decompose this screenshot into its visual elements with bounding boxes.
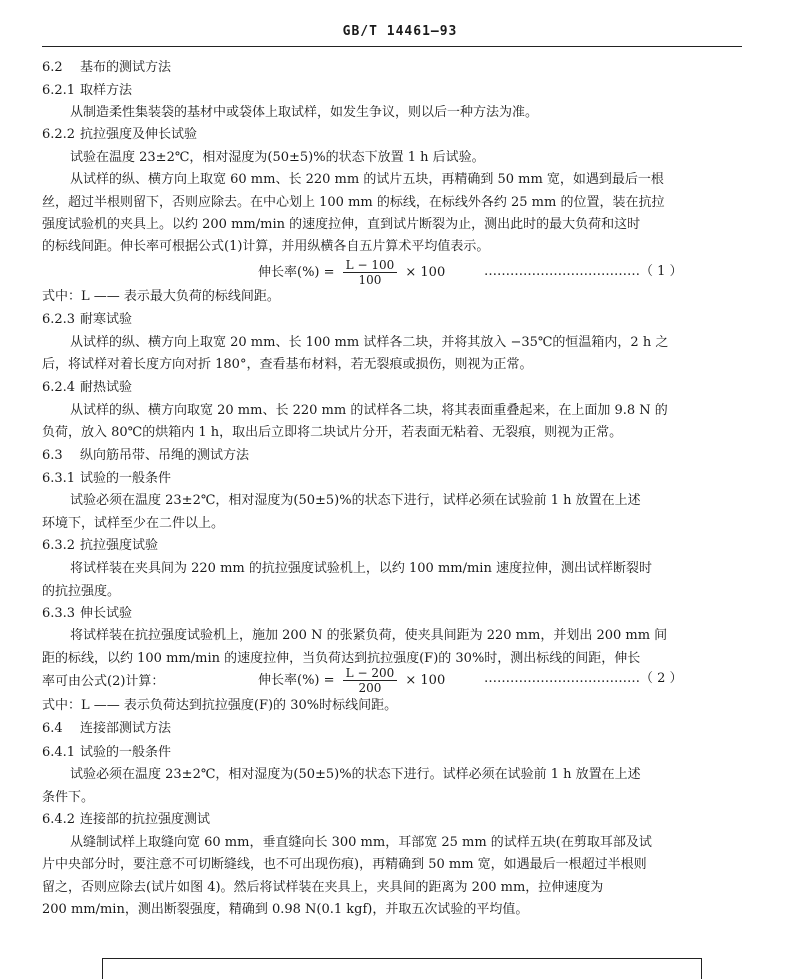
- section-heading-s63: [42, 448, 742, 464]
- text-line-p6a: 试验必须在温度 23±2℃，相对湿度为(50±5)%的状态下进行，试样必须在试验前 1 h 放置在上述: [70, 493, 641, 508]
- text-line-p8a: 将试样装在抗拉强度试验机上，施加 200 N 的张紧负荷，使夹具间距为 220 mm，并划出 200 mm 间: [70, 628, 668, 643]
- section-number: 6.3.3: [42, 606, 76, 621]
- section-number: 6.2.3: [42, 312, 76, 327]
- section-title: 连接部测试方法: [80, 721, 172, 736]
- text-line-p10b: 片中央部分时，要注意不可切断缝线，也不可出现伤痕)，再精确到 50 mm 宽，如遇最后一根超过半根则: [42, 857, 647, 872]
- standard-number: GB/T 14461—93: [342, 24, 458, 39]
- formula-2-denominator: 200: [358, 681, 382, 695]
- section-number: 6.4.2: [42, 812, 76, 827]
- section-title: 抗拉强度及伸长试验: [80, 127, 198, 142]
- section-heading-s623: [42, 312, 742, 328]
- text-line-p1: 从制造柔性集装袋的基材中或袋体上取试样，如发生争议，则以后一种方法为准。: [70, 105, 539, 120]
- text-line-w1: 式中：L —— 表示最大负荷的标线间距。: [42, 289, 280, 304]
- text-line-p3a: 从试样的纵、横方向上取宽 60 mm、长 220 mm 的试片五块，再精确到 50 mm 宽，如遇到最后一根: [70, 172, 664, 187]
- text-line-p3b: 丝，超过半根则留下，否则应除去。在中心划上 100 mm 的标线，在标线外各约 25 mm 的位置，装在抗拉: [42, 195, 665, 210]
- section-title: 耐热试验: [80, 380, 133, 395]
- formula-1-label: ………………………………（ 1 ）: [484, 264, 683, 279]
- section-title: 取样方法: [80, 83, 133, 98]
- formula-2-fraction: [343, 666, 398, 695]
- section-number: 6.4.1: [42, 745, 76, 760]
- section-number: 6.3: [42, 448, 63, 463]
- section-number: 6.3.2: [42, 538, 76, 553]
- formula-1-denominator: 100: [358, 273, 382, 287]
- section-heading-s641: [42, 745, 742, 761]
- text-line-p10a: 从缝制试样上取缝向宽 60 mm，垂直缝向长 300 mm，耳部宽 25 mm 的试样五块(在剪取耳部及试: [70, 835, 652, 850]
- text-line-p9b: 条件下。: [42, 790, 95, 805]
- section-title: 耐寒试验: [80, 312, 133, 327]
- section-number: 6.3.1: [42, 471, 76, 486]
- figure-frame-top: [102, 958, 702, 979]
- text-line-p10c: 留之，否则应除去(试片如图 4)。然后将试样装在夹具上，夹具间的距离为 200 mm，拉伸速度为: [42, 880, 604, 895]
- text-line-p3d: 的标线间距。伸长率可根据公式(1)计算，并用纵横各自五片算术平均值表示。: [42, 239, 490, 254]
- text-line-p4a: 从试样的纵、横方向上取宽 20 mm、长 100 mm 试样各二块，并将其放入 −35℃的恒温箱内，2 h 之: [70, 335, 669, 350]
- section-number: 6.2.2: [42, 127, 76, 142]
- text-line-p9a: 试验必须在温度 23±2℃，相对湿度为(50±5)%的状态下进行。试样必须在试验前 1 h 放置在上述: [70, 767, 641, 782]
- text-line-p5b: 负荷，放入 80℃的烘箱内 1 h，取出后立即将二块试片分开，若表面无粘着、无裂痕，则视为正常。: [42, 425, 623, 440]
- section-heading-s64: [42, 721, 742, 737]
- section-title: 伸长试验: [80, 606, 133, 621]
- formula-1-lhs: 伸长率(%) =: [258, 265, 335, 280]
- text-line-p10d: 200 mm/min，测出断裂强度，精确到 0.98 N(0.1 kgf)，并取五次试验的平均值。: [42, 902, 529, 917]
- section-title: 连接部的抗拉强度测试: [80, 812, 211, 827]
- formula-2-rhs: × 100: [405, 673, 446, 688]
- section-number: 6.2: [42, 60, 63, 75]
- section-heading-s62: [42, 60, 742, 76]
- section-heading-s621: [42, 83, 742, 99]
- formula-1-rhs: × 100: [405, 265, 446, 280]
- section-heading-s633: [42, 606, 742, 622]
- text-line-p3c: 强度试验机的夹具上。以约 200 mm/min 的速度拉伸，直到试片断裂为止，测出此时的最大负荷和这时: [42, 217, 641, 232]
- text-line-p6b: 环境下，试样至少在二件以上。: [42, 516, 225, 531]
- section-title: 抗拉强度试验: [80, 538, 159, 553]
- formula-2-numerator: L − 200: [343, 666, 398, 681]
- section-heading-s642: [42, 812, 742, 828]
- formula-2-label: ………………………………（ 2 ）: [484, 671, 683, 686]
- formula-2-lhs: 伸长率(%) =: [258, 673, 335, 688]
- text-line-p8b: 距的标线，以约 100 mm/min 的速度拉伸，当负荷达到抗拉强度(F)的 30%时，测出标线的间距，伸长: [42, 651, 641, 666]
- text-line-p2: 试验在温度 23±2℃，相对湿度为(50±5)%的状态下放置 1 h 后试验。: [70, 150, 485, 165]
- text-line-p5a: 从试样的纵、横方向取宽 20 mm、长 220 mm 的试样各二块，将其表面重叠起来，在上面加 9.8 N 的: [70, 403, 668, 418]
- section-heading-s631: [42, 471, 742, 487]
- text-line-p7b: 的抗拉强度。: [42, 584, 121, 599]
- section-heading-s624: [42, 380, 742, 396]
- section-title: 纵向筋吊带、吊绳的测试方法: [80, 448, 250, 463]
- section-heading-s622: [42, 127, 742, 143]
- section-number: 6.2.4: [42, 380, 76, 395]
- section-number: 6.2.1: [42, 83, 76, 98]
- text-line-w2: 式中：L —— 表示负荷达到抗拉强度(F)的 30%时标线间距。: [42, 698, 398, 713]
- section-heading-s632: [42, 538, 742, 554]
- text-line-p8c: 率可由公式(2)计算：: [42, 674, 165, 689]
- formula-1-numerator: L − 100: [343, 258, 398, 273]
- section-title: 试验的一般条件: [80, 745, 172, 760]
- formula-1: [258, 258, 445, 287]
- section-number: 6.4: [42, 721, 63, 736]
- text-line-p7a: 将试样装在夹具间为 220 mm 的抗拉强度试验机上，以约 100 mm/min 速度拉伸，测出试样断裂时: [70, 561, 652, 576]
- section-title: 基布的测试方法: [80, 60, 172, 75]
- formula-1-fraction: [343, 258, 398, 287]
- formula-2: [258, 666, 445, 695]
- section-title: 试验的一般条件: [80, 471, 172, 486]
- header-rule: [42, 46, 742, 47]
- text-line-p4b: 后，将试样对着长度方向对折 180°，查看基布材料，若无裂痕或损伤，则视为正常。: [42, 357, 533, 372]
